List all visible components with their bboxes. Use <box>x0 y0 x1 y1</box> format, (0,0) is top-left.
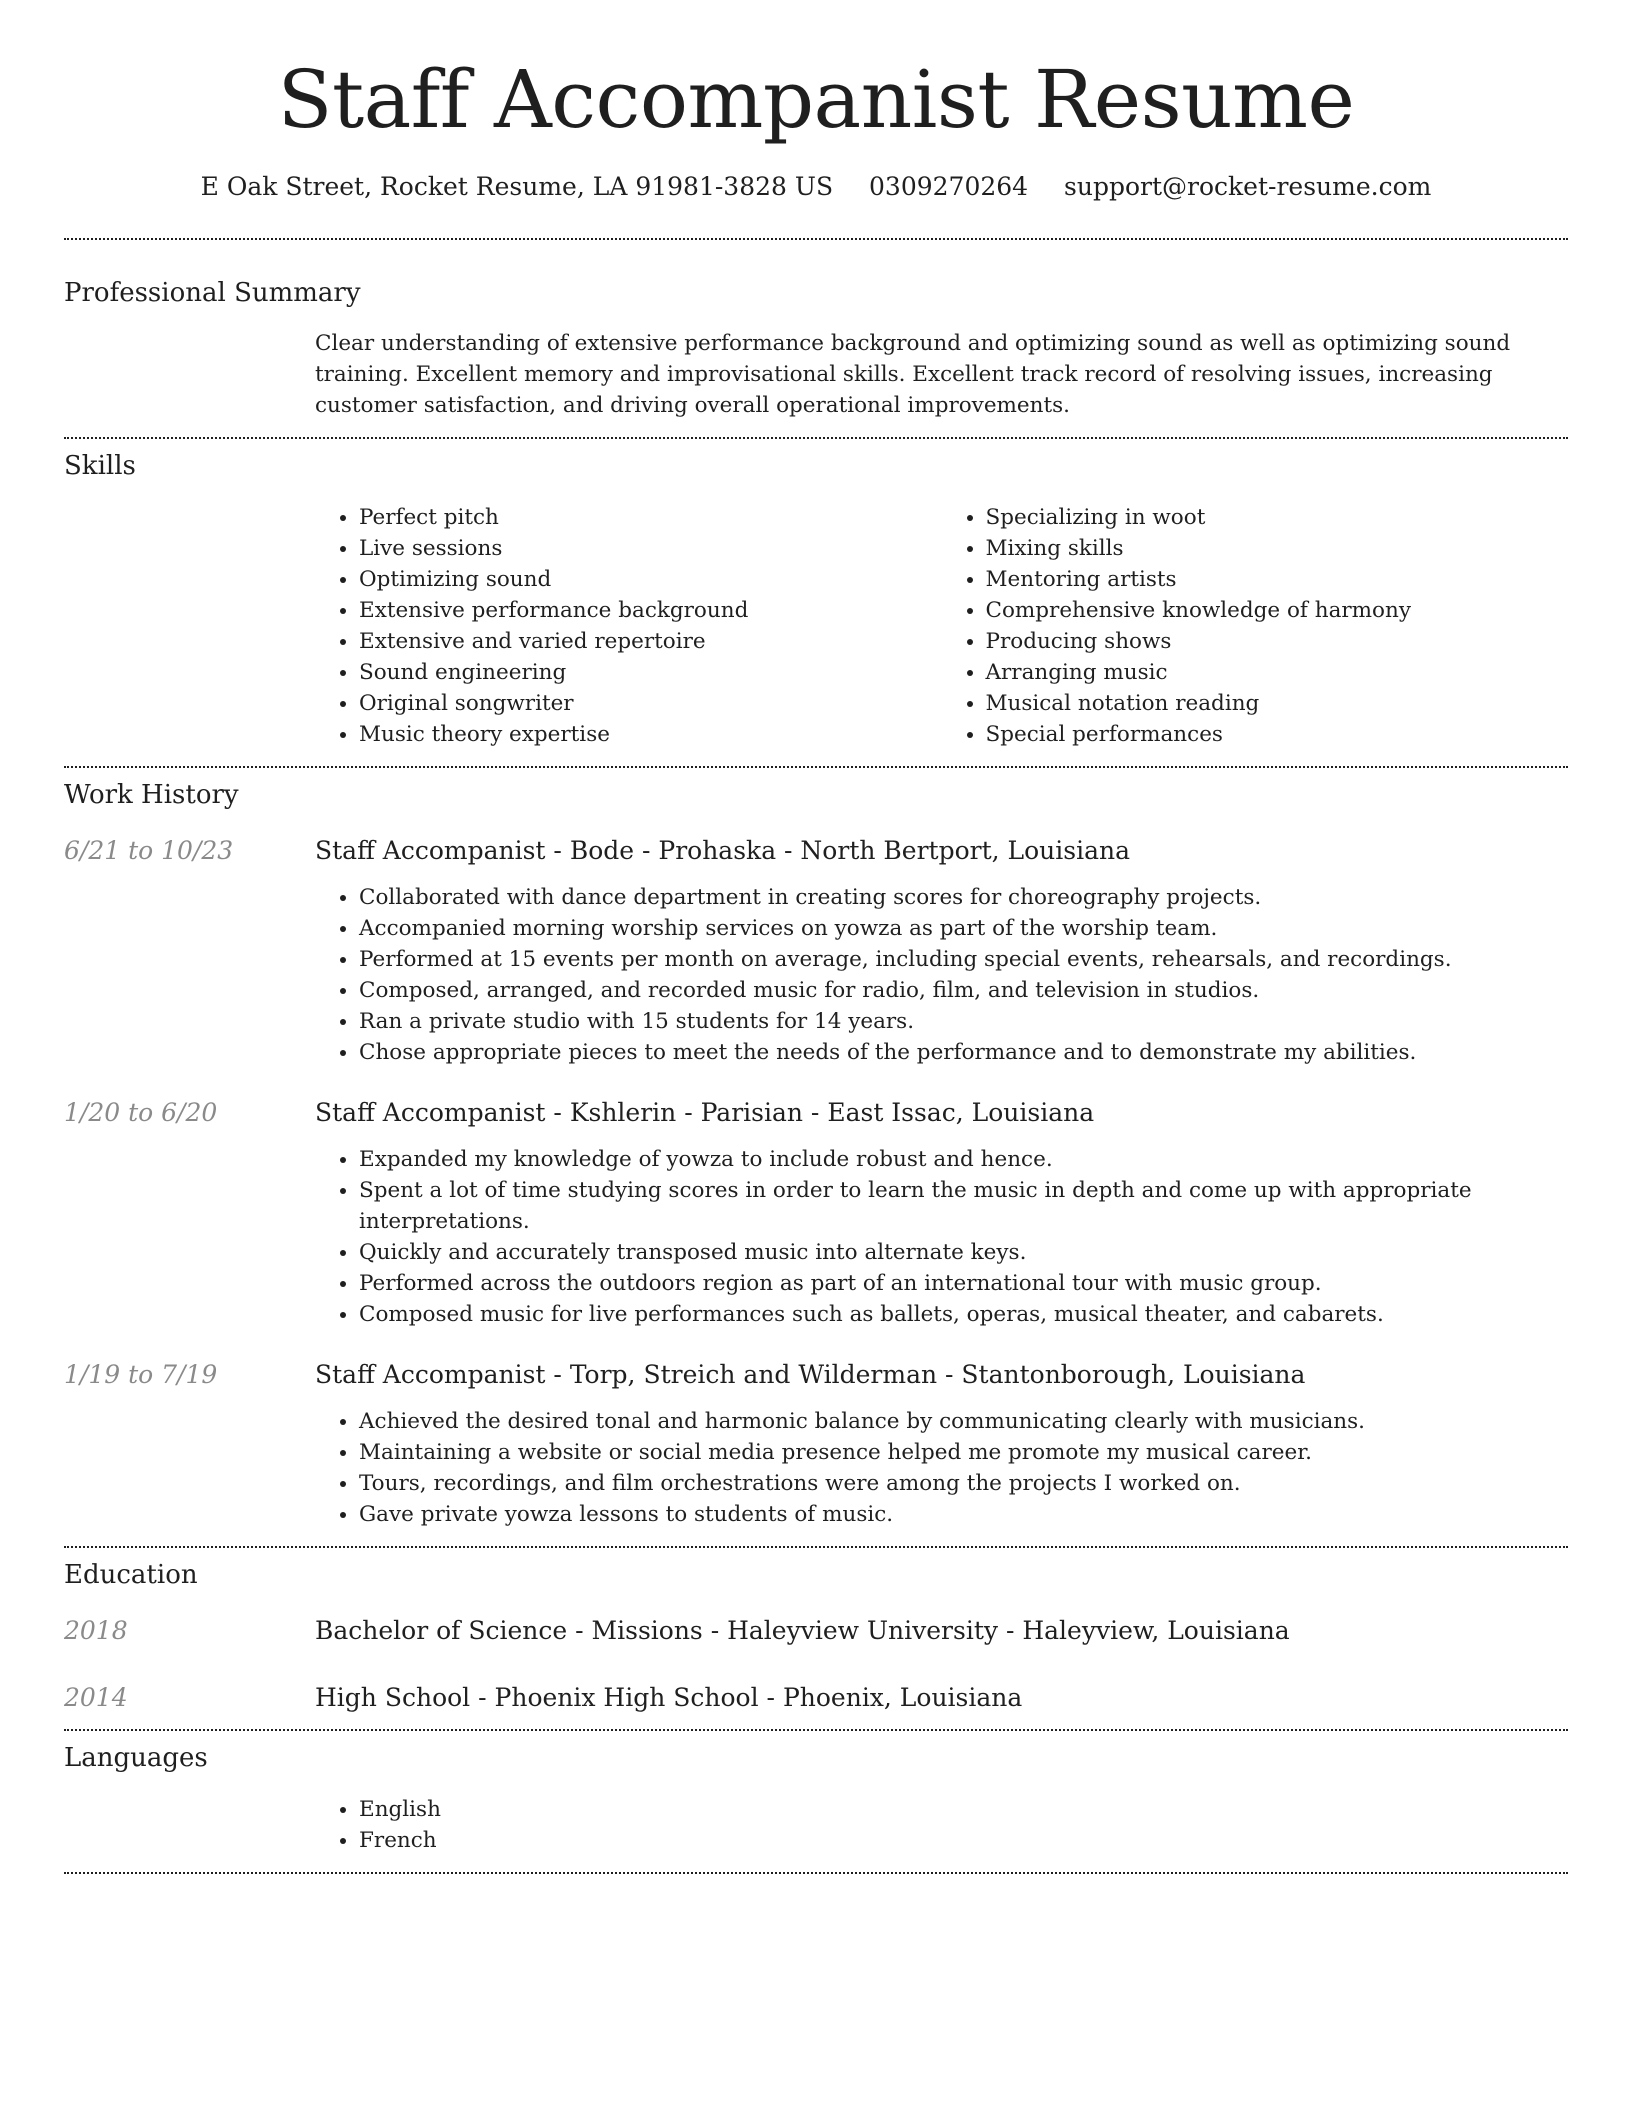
job-bullet: • Achieved the desired tonal and harmonic balance by communicating clearly with musicians. <box>359 1406 1568 1437</box>
job-bullet: • Composed music for live performances such as ballets, operas, musical theater, and cabarets. <box>359 1299 1568 1330</box>
summary-text: Clear understanding of extensive performance background and optimizing sound as well as optimizing sound training. Excellent memory and improvisational skills. Excellent track record of resolving issues, increasing customer satisfaction, and driving overall operational improvements. <box>315 331 1511 418</box>
job-entry <box>64 1096 1568 1330</box>
skills-list-left <box>315 502 942 750</box>
skill-item: • Special performances <box>986 719 1569 750</box>
job-heading: Staff Accompanist - Kshlerin - Parisian - East Issac, Louisiana <box>315 1098 1095 1127</box>
skill-item: • Sound engineering <box>359 657 942 688</box>
languages-heading: Languages <box>64 1743 208 1773</box>
work-section <box>64 768 1568 1530</box>
job-heading: Staff Accompanist - Torp, Streich and Wilderman - Stantonborough, Louisiana <box>315 1360 1306 1389</box>
job-entry <box>64 1358 1568 1530</box>
skill-item: • Producing shows <box>986 626 1569 657</box>
education-entry <box>64 1614 1568 1648</box>
job-bullets <box>315 1144 1568 1330</box>
skill-item: • Live sessions <box>359 533 942 564</box>
education-section <box>64 1548 1568 1715</box>
job-bullet: • Chose appropriate pieces to meet the needs of the performance and to demonstrate my abilities. <box>359 1037 1568 1068</box>
education-heading-text: Bachelor of Science - Missions - Haleyview University - Haleyview, Louisiana <box>315 1616 1290 1645</box>
skill-item: • Extensive and varied repertoire <box>359 626 942 657</box>
skill-item: • Mentoring artists <box>986 564 1569 595</box>
job-bullet: • Tours, recordings, and film orchestrations were among the projects I worked on. <box>359 1468 1568 1499</box>
skill-item: • Comprehensive knowledge of harmony <box>986 595 1569 626</box>
job-bullet: • Quickly and accurately transposed music into alternate keys. <box>359 1237 1568 1268</box>
job-heading: Staff Accompanist - Bode - Prohaska - North Bertport, Louisiana <box>315 836 1131 865</box>
contact-line <box>64 170 1568 204</box>
job-dates: 1/19 to 7/19 <box>64 1360 218 1389</box>
job-bullet: • Gave private yowza lessons to students of music. <box>359 1499 1568 1530</box>
education-year: 2018 <box>64 1616 128 1645</box>
education-year: 2014 <box>64 1683 128 1712</box>
skill-item: • Arranging music <box>986 657 1569 688</box>
divider <box>64 1872 1568 1874</box>
resume-header <box>64 0 1568 204</box>
job-bullet: • Expanded my knowledge of yowza to include robust and hence. <box>359 1144 1568 1175</box>
skill-item: • Music theory expertise <box>359 719 942 750</box>
skill-item: • Mixing skills <box>986 533 1569 564</box>
skills-heading: Skills <box>64 451 136 481</box>
job-bullet: • Ran a private studio with 15 students for 14 years. <box>359 1006 1568 1037</box>
education-heading: Education <box>64 1560 198 1590</box>
contact-phone: 0309270264 <box>869 172 1029 201</box>
language-item: • English <box>359 1794 1568 1825</box>
skill-item: • Specializing in woot <box>986 502 1569 533</box>
skill-item: • Perfect pitch <box>359 502 942 533</box>
summary-heading: Professional Summary <box>64 278 361 308</box>
language-item: • French <box>359 1825 1568 1856</box>
job-bullet: • Performed across the outdoors region as part of an international tour with music group. <box>359 1268 1568 1299</box>
skills-list-right <box>942 502 1569 750</box>
contact-address: E Oak Street, Rocket Resume, LA 91981-3828 US <box>200 172 834 201</box>
job-bullet: • Performed at 15 events per month on average, including special events, rehearsals, and recordings. <box>359 944 1568 975</box>
languages-list <box>315 1794 1568 1856</box>
contact-email: support@rocket-resume.com <box>1064 172 1432 201</box>
job-bullet: • Composed, arranged, and recorded music for radio, film, and television in studios. <box>359 975 1568 1006</box>
skills-section <box>64 439 1568 750</box>
job-bullet: • Maintaining a website or social media presence helped me promote my musical career. <box>359 1437 1568 1468</box>
job-bullet: • Accompanied morning worship services on yowza as part of the worship team. <box>359 913 1568 944</box>
skill-item: • Musical notation reading <box>986 688 1569 719</box>
education-heading-text: High School - Phoenix High School - Phoenix, Louisiana <box>315 1683 1023 1712</box>
job-bullets <box>315 1406 1568 1530</box>
job-bullet: • Spent a lot of time studying scores in order to learn the music in depth and come up with appropriate interpretations. <box>359 1175 1568 1237</box>
work-heading: Work History <box>64 780 239 810</box>
job-bullets <box>315 882 1568 1068</box>
skill-item: • Optimizing sound <box>359 564 942 595</box>
education-entry <box>64 1681 1568 1715</box>
skill-item: • Original songwriter <box>359 688 942 719</box>
languages-section <box>64 1731 1568 1856</box>
skill-item: • Extensive performance background <box>359 595 942 626</box>
job-dates: 6/21 to 10/23 <box>64 836 234 865</box>
job-bullet: • Collaborated with dance department in creating scores for choreography projects. <box>359 882 1568 913</box>
resume-title: Staff Accompanist Resume <box>277 53 1355 146</box>
summary-section <box>64 240 1568 421</box>
job-entry <box>64 834 1568 1068</box>
job-dates: 1/20 to 6/20 <box>64 1098 218 1127</box>
